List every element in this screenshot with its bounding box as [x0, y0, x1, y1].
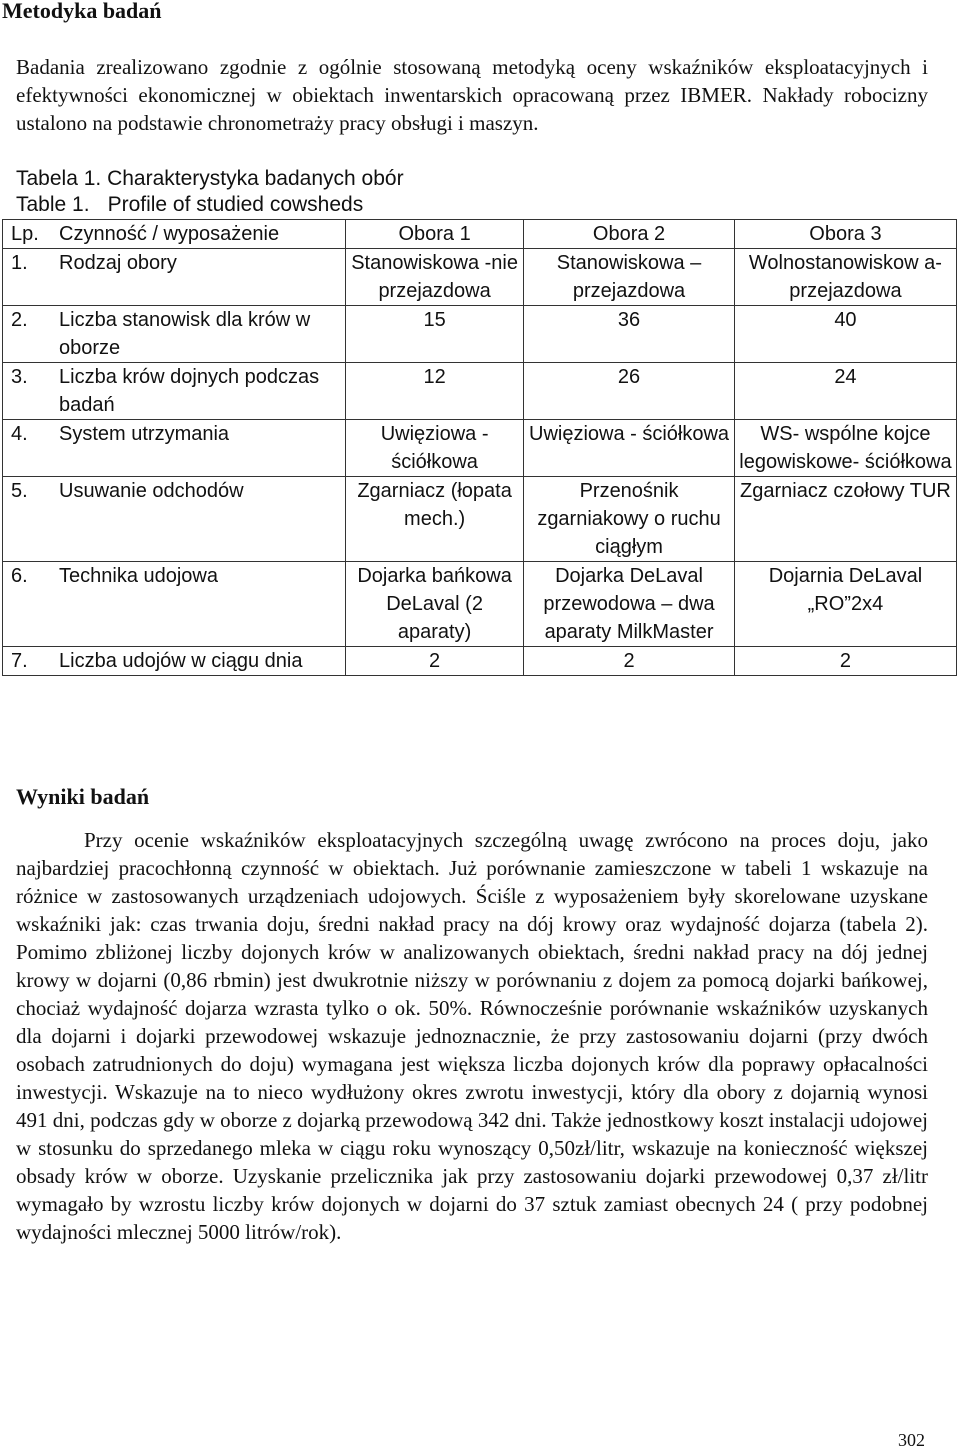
row-number: 2. — [3, 306, 46, 363]
cell-obora-3: Zgarniacz czołowy TUR — [734, 477, 956, 562]
row-number: 7. — [3, 647, 46, 676]
cell-obora-1: 12 — [346, 363, 524, 420]
header-activity: Czynność / wyposażenie — [45, 220, 346, 249]
cell-obora-3: 2 — [734, 647, 956, 676]
cell-obora-2: 26 — [524, 363, 735, 420]
table-row — [3, 420, 957, 477]
cell-obora-2: Uwięziowa - ściółkowa — [524, 420, 735, 477]
table-row — [3, 363, 957, 420]
cell-obora-2: Dojarka DeLaval przewodowa – dwa aparaty MilkMaster — [524, 562, 735, 647]
cell-obora-1: Zgarniacz (łopata mech.) — [346, 477, 524, 562]
row-label: Technika udojowa — [45, 562, 346, 647]
header-lp: Lp. — [3, 220, 46, 249]
header-obora-3: Obora 3 — [734, 220, 956, 249]
row-label: Usuwanie odchodów — [45, 477, 346, 562]
row-label: Liczba stanowisk dla krów w oborze — [45, 306, 346, 363]
row-number: 3. — [3, 363, 46, 420]
table-row — [3, 562, 957, 647]
cell-obora-3: WS- wspólne kojce legowiskowe- ściółkowa — [734, 420, 956, 477]
table-row — [3, 306, 957, 363]
table-caption-en — [16, 191, 363, 219]
cell-obora-3: Dojarnia DeLaval „RO”2x4 — [734, 562, 956, 647]
row-number: 4. — [3, 420, 46, 477]
table-caption-en-label: Table 1. — [16, 193, 90, 216]
cell-obora-1: Dojarka bańkowa DeLaval (2 aparaty) — [346, 562, 524, 647]
page-number: 302 — [898, 1430, 925, 1450]
cell-obora-2: 2 — [524, 647, 735, 676]
row-number: 6. — [3, 562, 46, 647]
intro-paragraph: Badania zrealizowano zgodnie z ogólnie stosowaną metodyką oceny wskaźników eksploatacyjnych i efektywności ekonomicznej w obiektach inwentarskich opracowaną przez IBMER. Nakłady robocizny ustalono na podstawie chronometraży pracy obsługi i maszyn. — [16, 55, 928, 135]
cell-obora-1: 2 — [346, 647, 524, 676]
table-row — [3, 249, 957, 306]
header-obora-2: Obora 2 — [524, 220, 735, 249]
header-obora-1: Obora 1 — [346, 220, 524, 249]
cell-obora-1: 15 — [346, 306, 524, 363]
cell-obora-2: Stanowiskowa – przejazdowa — [524, 249, 735, 306]
row-number: 1. — [3, 249, 46, 306]
table-caption-pl: Tabela 1. Charakterystyka badanych obór — [16, 167, 404, 190]
results-title: Wyniki badań — [16, 784, 150, 809]
table-row — [3, 477, 957, 562]
row-number: 5. — [3, 477, 46, 562]
section-title: Metodyka badań — [2, 0, 162, 23]
row-label: Liczba udojów w ciągu dnia — [45, 647, 346, 676]
cell-obora-3: Wolnostanowiskow a-przejazdowa — [734, 249, 956, 306]
cell-obora-2: 36 — [524, 306, 735, 363]
cell-obora-1: Stanowiskowa -nie przejazdowa — [346, 249, 524, 306]
row-label: System utrzymania — [45, 420, 346, 477]
cowshed-profile-table — [2, 219, 957, 676]
cell-obora-2: Przenośnik zgarniakowy o ruchu ciągłym — [524, 477, 735, 562]
table-caption-en-text: Profile of studied cowsheds — [107, 193, 364, 216]
table-header-row — [3, 220, 957, 249]
cell-obora-3: 40 — [734, 306, 956, 363]
cell-obora-1: Uwięziowa - ściółkowa — [346, 420, 524, 477]
row-label: Rodzaj obory — [45, 249, 346, 306]
results-paragraph: Przy ocenie wskaźników eksploatacyjnych szczególną uwagę zwrócono na proces doju, jako najbardziej pracochłonną czynność w obiektach. Już porównanie zamieszczone w tabeli 1 wskazuje na różnice w zastosowanych urządzeniach udojowych. Ściśle z wyposażeniem były skorelowane uzyskane wskaźniki jak: czas trwania doju, średni nakład pracy na dój krowy oraz wydajność dojarza (tabela 2). Pomimo zbliżonej liczby dojonych krów w analizowanych obiektach, średni nakład pracy na dój jednej krowy w dojarni (0,86 rbmin) jest dwukrotnie niższy w porównaniu z dojem za pomocą dojarki bańkowej, chociaż wydajność dojarza wzrasta tylko o ok. 50%. Równocześnie porównanie wskaźników uzyskanych dla dojarni i dojarki przewodowej wskazuje jednoznacznie, że przy zastosowaniu dojarni (przy dwóch osobach zatrudnionych do doju) wymagana jest większa liczba dojonych krów dla poprawy opłacalności inwestycji. Wskazuje na to nieco wydłużony okres zwrotu inwestycji, który dla obory z dojarnią wynosi 491 dni, podczas gdy w oborze z dojarką przewodową 342 dni. Także jednostkowy koszt instalacji udojowej w stosunku do sprzedanego mleka w ciągu roku wynoszący 0,50zł/litr, wskazuje na konieczność większej obsady krów w oborze. Uzyskanie przelicznika jak przy zastosowaniu dojarki przewodowej 0,37 zł/litr wymagało by wzrostu liczby krów dojonych w dojarni do 37 sztuk zamiast obecnych 24 ( przy podobnej wydajności mlecznej 5000 litrów/rok). — [16, 828, 928, 1244]
cell-obora-3: 24 — [734, 363, 956, 420]
row-label: Liczba krów dojnych podczas badań — [45, 363, 346, 420]
table-row — [3, 647, 957, 676]
